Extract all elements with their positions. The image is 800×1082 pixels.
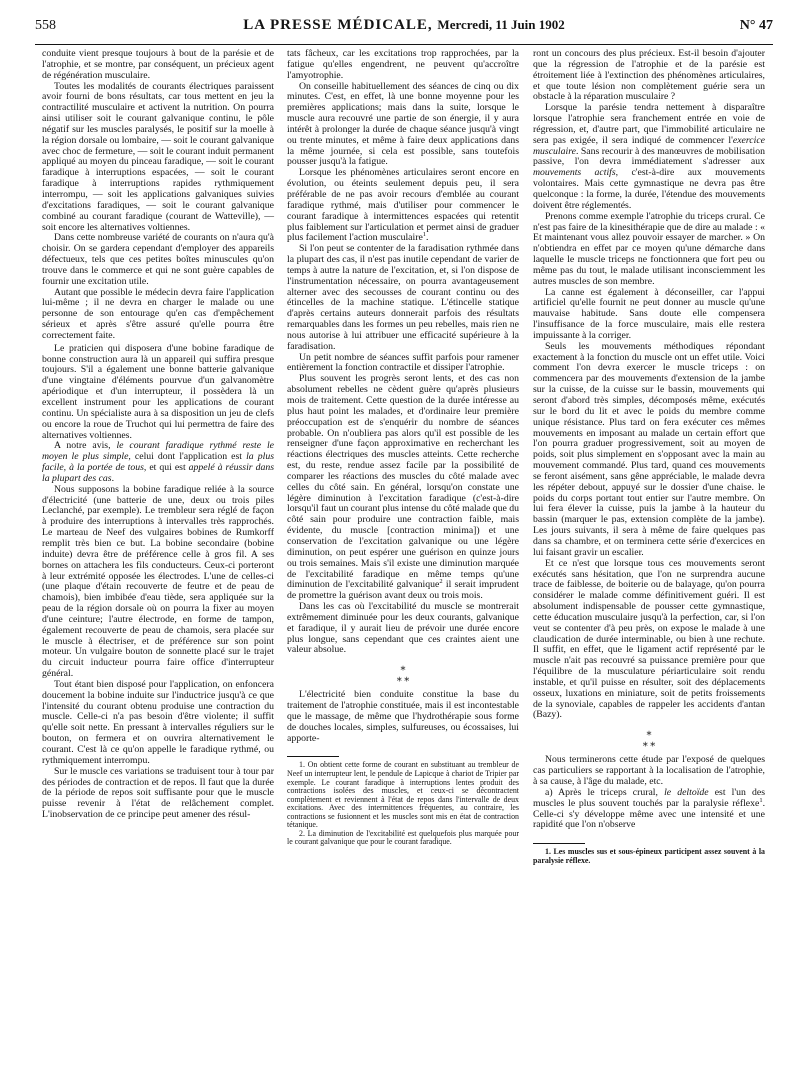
- paragraph: Sur le muscle ces variations se traduisent tour à tour par des périodes de contraction et de repos. Il faut que la durée de la période de repos soit suffisante pour que le muscle puisse revenir à l'état de relâchement complet. L'inobservation de ce principe peut amener des résul-: [42, 765, 274, 821]
- footnote-ref: 2: [439, 578, 443, 586]
- paragraph: Autant que possible le médecin devra faire l'application lui-même ; il ne devra en charger le malade ou une personne de son entourage qu'en cas d'empêchement sérieux et après s'être assuré qu'elle pourra être correctement faite.: [42, 286, 274, 341]
- footnote-ref: 1: [759, 796, 763, 804]
- paragraph: Nous terminerons cette étude par l'exposé de quelques cas particuliers se rapportant à la localisation de l'atrophie, à sa cause, à l'âge du malade, etc.: [533, 754, 765, 787]
- paragraph: conduite vient presque toujours à bout de la parésie et de l'atrophie, et se montre, par conséquent, un précieux agent de régénération musculaire.: [42, 48, 274, 81]
- paragraph: Dans les cas où l'excitabilité du muscle se montrerait extrêmement diminuée pour les deux courants, galvanique et faradique, il y aurait lieu de prévoir une durée encore plus longue, sans cependant que ces craintes aient une valeur absolue.: [287, 601, 519, 656]
- paragraph: L'électricité bien conduite constitue la base du traitement de l'atrophie constituée, mais il est incontestable que le massage, de même que l'hydrothérapie sous forme de douches locales, simples, sulfureuses, ou écossaises, lui apporte-: [287, 689, 519, 744]
- paragraph: Tout étant bien disposé pour l'application, on enfoncera doucement la bobine induite sur l'inductrice jusqu'à ce que l'intensité du courant obtenu produise une contraction du muscle. Celle-ci n'a pas besoin d'être violente; il suffit qu'elle soit nette. En pressant à intervalles réguliers sur le bouton, on fermera et on ouvrira alternativement le courant. C'est là ce qu'on appelle le faradique rythmé, ou rythmiquement interrompu.: [42, 678, 274, 766]
- section-separator: ⁎ ⁎ ⁎: [396, 662, 410, 685]
- paragraph: Le praticien qui disposera d'une bobine faradique de bonne construction aura là un appareil qui suffira presque toujours. S'il a également une bonne batterie galvanique d'une vingtaine d'éléments pourvue d'un galvanomètre apériodique et d'un interrupteur, il possèdera là un excellent instrument pour les applications de courant continu. Un spécialiste aura à sa disposition un jeu de clefs ou encore la roue de Truchot qui lui permettra de faire des alternatives voltiennes.: [42, 342, 274, 441]
- paragraph: Plus souvent les progrès seront lents, et des cas non absolument rebelles ne cèdent guère qu'après plusieurs mois de traitement. Cette question de la durée intéresse au plus haut point les malades, et d'ordinaire leur première préoccupation est de s'enquérir du nombre de séances probable. On n'oubliera pas alors qu'il est possible de les renseigner d'une façon approximative en recherchant les réactions électriques des muscles atteints. Cette recherche est, du reste, rendue assez facile par la possibilité de comparer les réactions des muscles du côté malade avec celles du côté sain. En général, lorsqu'on constate une légère diminution à l'excitation faradique (c'est-à-dire lorsqu'il faut un courant plus intense du côté malade que du côté sain pour produire une contraction faible, mais évidente, du muscle [contraction minima]) et une conservation de l'excitation galvanique ou une légère diminution, on peut espérer une guérison en quinze jours ou trois semaines. Mais s'il existe une diminution marquée de l'excitabilité faradique en même temps qu'une diminution de l'excitabilité galvanique$^2$ il serait imprudent de promettre la guérison avant deux ou trois mois.: [287, 373, 519, 602]
- running-title: [35, 17, 773, 34]
- paragraph: ront un concours des plus précieux. Est-il besoin d'ajouter que la régression de l'atrophie et de la parésie est étroitement liée à l'extinction des phénomènes articulaires, et que toute lésion non complètement guérie sera un obstacle à la réparation musculaire ?: [533, 48, 765, 103]
- paragraph: La canne est également à déconseiller, car l'appui artificiel qu'elle fournit ne peut donner au muscle qu'une mauvaise habitude. Sans doute elle compensera l'insuffisance de la force musculaire, mais elle restera impuissante à la corriger.: [533, 286, 765, 341]
- paragraph: Dans cette nombreuse variété de courants on n'aura qu'à choisir. On se gardera cependant d'employer des appareils défectueux, tels que ces petites boîtes minuscules qu'on trouve dans le commerce et qui ne sont guère capables de fournir une excitation utile.: [42, 232, 274, 287]
- paragraph: Lorsque la parésie tendra nettement à disparaître lorsque l'atrophie sera franchement entrée en voie de régression, et, d'autre part, que l'immobilité articulaire ne sera pas exigée, il sera indiqué de commencer l'exercice musculaire. Sans recourir à des manœuvres de mobilisation passive, l'on devra immédiatement s'adresser aux mouvements actifs, c'est-à-dire aux mouvements volontaires. Mais cette gymnastique ne devra pas être quelconque : la forme, la durée, l'étendue des mouvements doivent être réglementés.: [533, 102, 765, 211]
- paragraph: Un petit nombre de séances suffit parfois pour ramener entièrement la fonction contractile et dissiper l'atrophie.: [287, 351, 519, 374]
- column-2: [287, 49, 519, 847]
- footnote-rule: [287, 756, 339, 757]
- page-header: [35, 18, 773, 44]
- paragraph: Lorsque les phénomènes articulaires seront encore en évolution, ou éteints seulement depuis peu, il sera préférable de ne pas avoir recours d'emblée au courant faradique rythmé, mais d'utiliser pour commencer le courant faradique à intermittences espacées qui retentit plus faiblement sur l'articulation et permet ainsi de graduer plus facilement l'action musculaire$^1$.: [287, 167, 519, 244]
- paragraph: Nous supposons la bobine faradique reliée à la source d'électricité (une batterie de une, deux ou trois piles Leclanché, par exemple). Le trembleur sera réglé de façon à produire des interruptions à intervalles très rapprochés. Le marteau de Neef des vulgaires bobines de Rumkorff remplit très bien ce but. La bobine secondaire (bobine induite) devra être de préférence celle à gros fil. A ses bornes on attachera les fils conducteurs. Ceux-ci porteront à leur extrémité opposée les électrodes. L'une de celles-ci (une plaque d'étain recouverte de feutre et de peau de chamois), bien imbibée d'eau tiède, sera appliquée sur la peau de la région dorsale où on pourra la fixer au moyen d'une ceinture; l'autre électrode, en forme de tampon, également recouverte de peau de chamois, sera placée sur le muscle à électriser, et de préférence sur son point moteur. Un vulgaire bouton de sonnette placé sur le trajet du circuit inducteur pourra faire office d'interrupteur général.: [42, 483, 274, 680]
- section-separator: ⁎ ⁎ ⁎: [642, 727, 656, 750]
- paragraph: Seuls les mouvements méthodiques répondant exactement à la fonction du muscle ont un effet utile. Voici comment l'on devra exercer le muscle triceps : on commencera par des mouvements d'extension de la jambe sur la cuisse, de la cuisse sur le bassin, mouvements qui seront d'abord très simples, décomposés même, exécutés sur le bord du lit et avec le poids du membre comme unique résistance. Plus tard on fera exécuter ces mêmes mouvements en imposant au malade un certain effort que l'on pourra graduer progressivement, soit au moyen de poids, soit plus simplement en s'opposant avec la main au mouvement commandé. Plus tard, quand ces mouvements se feront aisément, sans gêne appréciable, le malade devra les répéter debout, appuyé sur le dossier d'une chaise. le poids du corps portant tout entier sur l'autre membre. On lui fera élever la cuisse, puis la jambe à la hauteur du bassin (marquer le pas, extension complète de la jambe). Les jours suivants, il sera à même de faire quelques pas dans sa chambre, et on terminera cette série d'exercices en lui faisant gravir un escalier.: [533, 340, 765, 558]
- footnote: 1. Les muscles sus et sous-épineux participent assez souvent à la paralysie réflexe.: [533, 847, 765, 865]
- header-rule: [35, 44, 773, 45]
- paragraph: tats fâcheux, car les excitations trop rapprochées, par la fatigue qu'elles engendrent, ne peuvent qu'accroître l'amyotrophie.: [287, 48, 519, 81]
- paragraph: Prenons comme exemple l'atrophie du triceps crural. Ce n'est pas faire de la kinesithérapie que de dire au malade : « Et maintenant vous allez pouvoir essayer de marcher. » On n'obtiendra en effet par ce moyen qu'une démarche dans laquelle le muscle triceps ne fonctionnera que fort peu ou même pas du tout, le malade utilisant inconsciemment les autres muscles de son membre.: [533, 210, 765, 287]
- page-number: 558: [35, 18, 56, 33]
- footnote: 2. La diminution de l'excitabilité est quelquefois plus marquée pour le courant galvanique que pour le courant faradique.: [287, 828, 519, 847]
- journal-name: LA PRESSE MÉDICALE,: [243, 17, 433, 33]
- column-1: [42, 49, 274, 821]
- paragraph: On conseille habituellement des séances de cinq ou dix minutes. C'est, en effet, là une bonne moyenne pour les premières applications; mais dans la suite, lorsque le muscle aura recouvré une partie de son énergie, il y aura intérêt à prolonger la durée de chaque séance jusqu'à vingt ou trente minutes, et même à faire deux applications dans la même journée, si cela est possible, sans toutefois pousser jusqu'à la fatigue.: [287, 80, 519, 168]
- footnote-rule: [533, 843, 585, 844]
- issue-number: N° 47: [739, 18, 773, 33]
- paragraph: Toutes les modalités de courants électriques paraissent avoir fourni de bons résultats, car tous mettent en jeu la contractilité musculaire et activent la nutrition. On pourra ainsi utiliser soit le courant galvanique continu, le pôle négatif sur les muscles paralysés, le positif sur la moelle à la région dorsale ou lombaire, — soit le courant galvanique avec choc de fermeture, — soit le courant induit permanent appliqué au moyen du pinceau faradique, — soit le courant faradique à interruptions espacées, — soit le courant faradique à interruptions rapides rythmiquement interrompu, — soit les applications galvaniques suivies d'excitations faradiques, — soit le courant galvanique combiné au courant faradique (courant de Watteville), — soit encore les alternatives voltiennes.: [42, 80, 274, 233]
- paragraph-conclusion: A notre avis, le courant faradique rythmé reste le moyen le plus simple, celui dont l'application est la plus facile, à la portée de tous, et qui est appelé à réussir dans la plupart des cas.: [42, 440, 275, 484]
- paragraph: a) Après le triceps crural, le deltoïde est l'un des muscles le plus souvent touchés par la paralysie réflexe$^1$. Celle-ci s'y développe même avec une intensité et une rapidité que l'on n'observe: [533, 786, 765, 831]
- paragraph: Et ce n'est que lorsque tous ces mouvements seront exécutés sans hésitation, que l'on ne surprendra aucune trace de faiblesse, de boiterie ou de balayage, qu'on pourra considérer le malade comme définitivement guéri. Il est absolument indispensable de pousser cette gymnastique, cette éducation musculaire jusqu'à la perfection, car, si l'on veut se contenter d'à peu près, on expose le malade à une claudication de durée interminable, ou bien à une rechute. Il suffit, en effet, que le ligament actif représenté par le muscle n'ait pas recouvré sa puissance première pour que l'équilibre de la musculature périarticulaire soit rendu instable, et qu'il puisse en résulter, soit des déplacements osseux, luxations en miniature, soit de petits froissements de la synoviale, capables de rappeler les accidents d'antan (Bazy).: [533, 557, 765, 721]
- column-3: [533, 49, 765, 865]
- footnote-ref: 1: [422, 231, 427, 239]
- issue-date: Mercredi, 11 Juin 1902: [437, 17, 565, 32]
- paragraph: Si l'on peut se contenter de la faradisation rythmée dans la plupart des cas, il n'est pas inutile cependant de varier de temps à autre la nature de l'excitation, et, si l'on dispose de l'instrumentation nécessaire, on pourra avantageusement alterner avec des secousses de courant continu ou des étincelles de la machine statique. L'étincelle statique d'après certains auteurs donnerait parfois des résultats remarquables dans les formes un peu rebelles, mais rien ne nous autorise à lui attribuer une efficacité supérieure à la faradisation.: [287, 243, 519, 352]
- footnote: 1. On obtient cette forme de courant en substituant au trembleur de Neef un interrupteur lent, le pendule de Lapicque à chariot de Tripier par exemple. Le courant faradique à interruptions lentes produit des contractions isolées des muscles, et ceux-ci se décontractent complètement et reviennent à l'état de repos dans l'intervalle de deux excitations. Avec des intermittences fréquentes, au contraire, les contractions se fusionnent et les muscles sont mis en état de contraction tétanique.: [287, 760, 519, 830]
